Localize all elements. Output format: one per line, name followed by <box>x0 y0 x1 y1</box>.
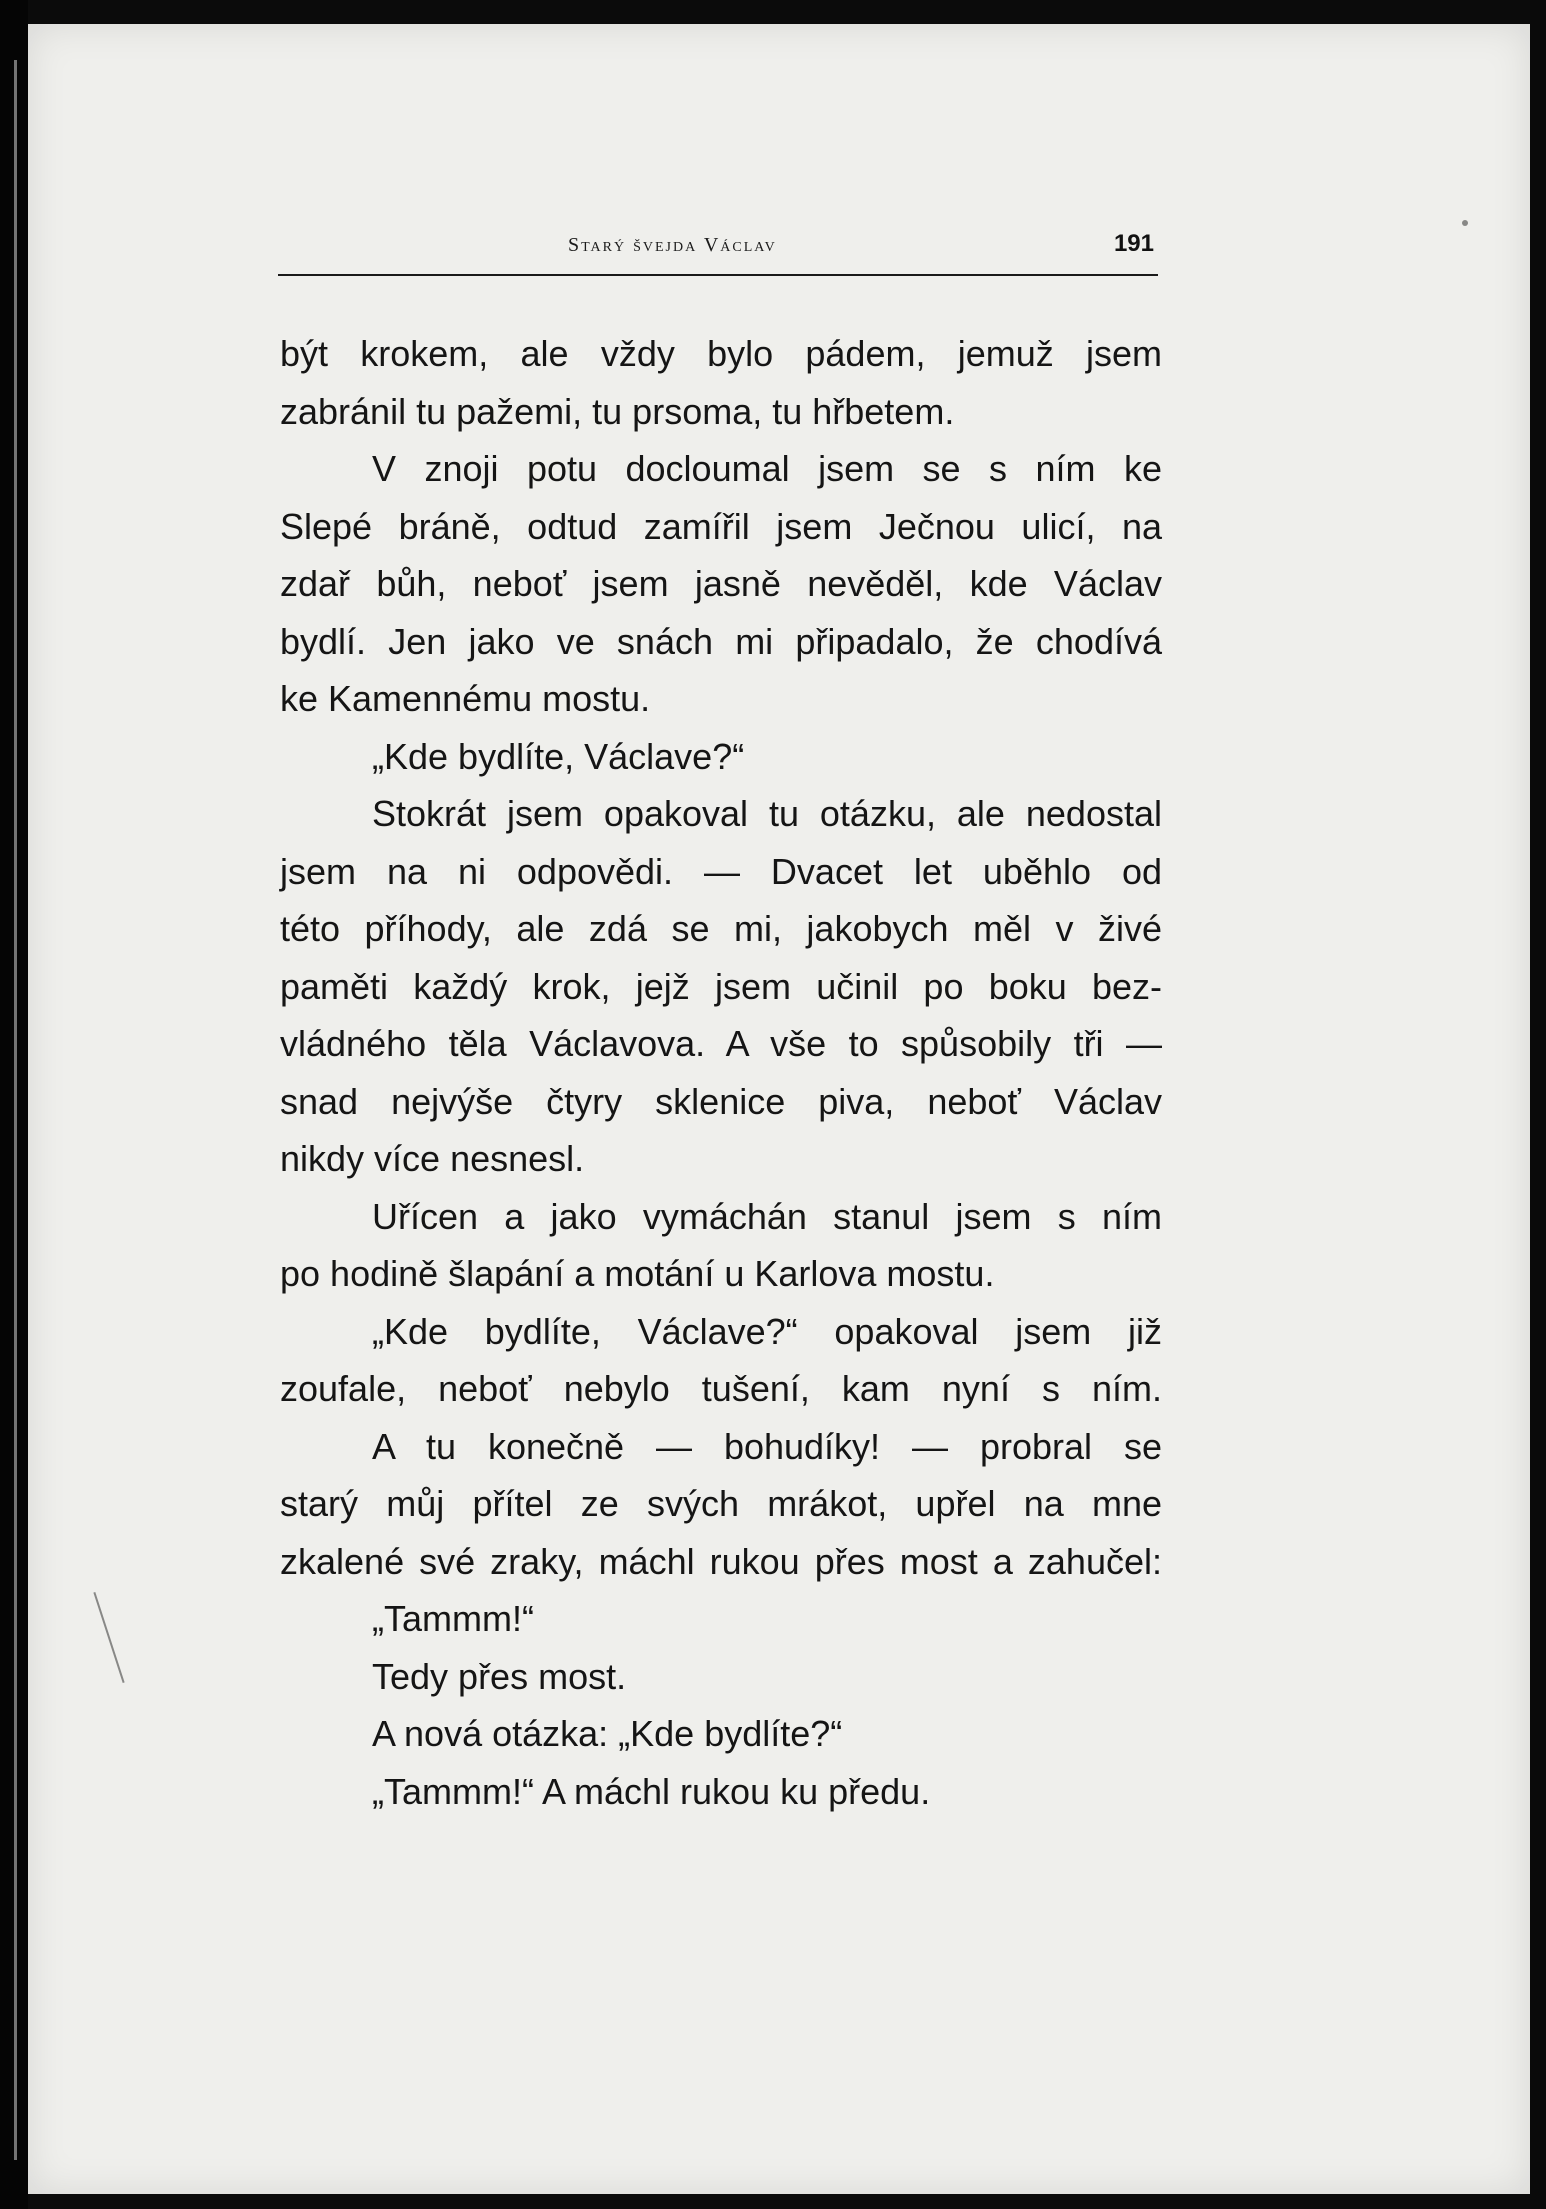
text-line: jsem na ni odpovědi. — Dvacet let uběhlo od <box>280 850 1162 892</box>
text-line: paměti každý krok, jejž jsem učinil po boku bez- <box>280 965 1162 1007</box>
text-line: „Kde bydlíte, Václave?“ opakoval jsem již <box>372 1310 1162 1352</box>
page-header <box>278 228 1158 276</box>
text-line: „Tammm!“ A máchl rukou ku předu. <box>372 1770 931 1812</box>
text-line: zoufale, neboť nebylo tušení, kam nyní s ním. <box>280 1368 1162 1409</box>
text-line: Uřícen a jako vymáchán stanul jsem s ním <box>372 1195 1162 1237</box>
scan-speck <box>1462 220 1468 226</box>
text-line: V znoji potu docloumal jsem se s ním ke <box>372 448 1162 489</box>
text-line: zkalené své zraky, máchl rukou přes most a zahučel: <box>280 1540 1162 1582</box>
text-line: bydlí. Jen jako ve snách mi připadalo, že chodívá <box>280 620 1162 662</box>
right-scan-edge <box>1530 0 1546 2209</box>
left-scan-edge-line <box>14 60 17 2160</box>
text-line: ke Kamennému mostu. <box>280 678 651 719</box>
running-title: Starý švejda Václav <box>568 234 777 256</box>
text-line: A tu konečně — bohudíky! — probral se <box>372 1425 1162 1467</box>
text-line: „Tammm!“ <box>372 1598 534 1639</box>
text-line: starý můj přítel ze svých mrákot, upřel na mne <box>280 1483 1162 1524</box>
text-line: zabránil tu pažemi, tu prsoma, tu hřbetem. <box>280 390 955 432</box>
text-line: Tedy přes most. <box>372 1655 627 1697</box>
text-line: Slepé bráně, odtud zamířil jsem Ječnou ulicí, na <box>280 505 1162 547</box>
text-line: Stokrát jsem opakoval tu otázku, ale nedostal <box>372 793 1162 834</box>
page-number: 191 <box>1113 230 1154 257</box>
body-text <box>280 325 1162 1820</box>
text-line: vládného těla Václavova. A vše to spůsobily tři — <box>280 1023 1162 1064</box>
text-line: snad nejvýše čtyry sklenice piva, neboť Václav <box>280 1080 1162 1122</box>
text-line: „Kde bydlíte, Václave?“ <box>372 735 745 777</box>
text-line: této příhody, ale zdá se mi, jakobych měl v živé <box>280 908 1162 949</box>
text-line: nikdy více nesnesl. <box>280 1138 585 1179</box>
text-line: po hodině šlapání a motání u Karlova mostu. <box>280 1253 995 1294</box>
text-line: A nová otázka: „Kde bydlíte?“ <box>372 1713 843 1754</box>
text-line: být krokem, ale vždy bylo pádem, jemuž jsem <box>280 333 1162 374</box>
text-line: zdař bůh, neboť jsem jasně nevěděl, kde Václav <box>280 563 1162 604</box>
